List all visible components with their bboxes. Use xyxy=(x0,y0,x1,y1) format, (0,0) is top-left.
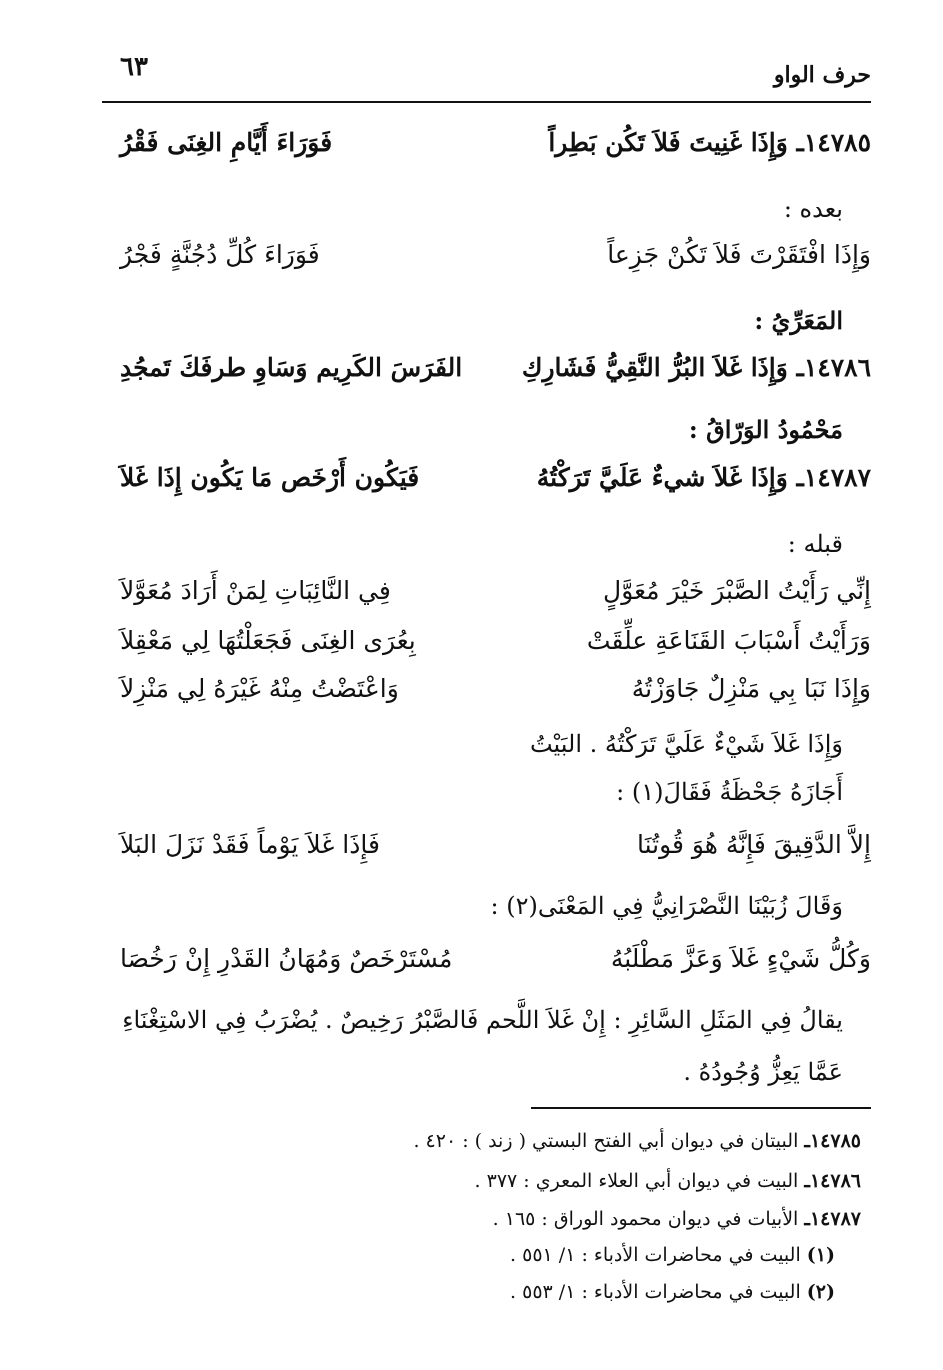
verse-second-hemistich: بِعُرَى الغِنَى فَجَعَلْتُهَا لِي مَعْقِلاَ xyxy=(120,626,416,655)
footnote-text: البيت في محاضرات الأدباء : ١/ ٥٥١ . xyxy=(510,1244,801,1266)
verse-second-hemistich: مُسْتَرْخَصٌ وَمُهَانُ القَدْرِ إِنْ رَخُصَا xyxy=(120,944,453,973)
footnote-number: ١٤٧٨٥ـ xyxy=(804,1130,861,1152)
verse-jahza xyxy=(120,830,871,880)
footnote-text: البيتان في ديوان أبي الفتح البستي ( زند ) : ٤٢٠ . xyxy=(413,1130,799,1152)
intro-label-before: قبله : xyxy=(787,530,843,558)
footnote-1 xyxy=(510,1244,835,1266)
footnote-2 xyxy=(510,1281,835,1303)
poet-name-maarri: المَعَرِّيُ : xyxy=(754,306,843,335)
verse-first-hemistich: ١٤٧٨٧ـ وَإِذَا غَلاَ شيءٌ عَلَيَّ تَرَكْتُهُ xyxy=(536,463,871,492)
verse-second-hemistich: الفَرَسَ الكَرِيم وَسَاوِ طرفَكَ تَمجُدِ xyxy=(120,353,463,382)
poet-name-warraq: مَحْمُودُ الوَرّاقُ : xyxy=(688,415,843,444)
verse-follow-up xyxy=(120,240,871,290)
footnote-text: البيت في محاضرات الأدباء : ١/ ٥٥٣ . xyxy=(510,1281,801,1303)
verse-first-hemistich: وَإِذَا نَبَا بِي مَنْزِلٌ جَاوَزْتُهُ xyxy=(631,674,871,703)
footnote-text: البيت في ديوان أبي العلاء المعري : ٣٧٧ . xyxy=(474,1170,799,1192)
footnote-number: ١٤٧٨٦ـ xyxy=(804,1170,861,1192)
verse-14785 xyxy=(120,128,871,178)
verse-second-hemistich: فَإِذَا غَلاَ يَوْماً فَقَدْ نَزَلَ البَلاَ xyxy=(120,830,380,859)
running-header-title: حرف الواو xyxy=(773,62,871,88)
verse-first-hemistich: ١٤٧٨٦ـ وَإِذَا غَلاَ البُرُّ النَّقِيُّ فَشَارِكِ xyxy=(521,353,871,382)
verse-before-3 xyxy=(120,674,871,724)
zubayna-intro: وَقَالَ زُبَيْنَا النَّصْرَانِيُّ فِي المَعْنَى(٢) : xyxy=(490,892,843,920)
verse-second-hemistich: فِي النَّائِبَاتِ لِمَنْ أَرَادَ مُعَوَّلاَ xyxy=(120,576,391,605)
verse-first-hemistich: ١٤٧٨٥ـ وَإِذَا غَنِيتَ فَلاَ تَكُن بَطِراً xyxy=(548,128,871,157)
footnote-number: (١) xyxy=(806,1244,835,1266)
verse-14786 xyxy=(120,353,871,403)
quoted-verse-line: وَإِذَا غَلاَ شَيْءٌ عَلَيَّ تَرَكْتُهُ . البَيْتُ xyxy=(529,730,843,758)
verse-second-hemistich: فَوَرَاءَ أَيَّامِ الغِنَى فَقْرُ xyxy=(120,128,333,157)
proverb-paragraph: يقالُ فِي المَثَلِ السَّائِرِ : إِنْ غَلاَ اللَّحم فَالصَّبْرُ رَخِيصٌ . يُضْرَبُ فِي الاسْتِغْنَاءِ عَمَّا يَعِزُّ وُجُودُهُ . xyxy=(122,1006,843,1086)
verse-second-hemistich: فَوَرَاءَ كُلِّ دُجُنَّةٍ فَجْرُ xyxy=(120,240,320,269)
page-number: ٦٣ xyxy=(120,52,148,82)
verse-second-hemistich: فَيَكُون أَرْخَص مَا يَكُون إِذَا غَلاَ xyxy=(120,463,420,492)
verse-before-2 xyxy=(120,626,871,676)
footnote-14786 xyxy=(475,1170,861,1192)
header-rule xyxy=(102,101,871,103)
footnote-number: (٢) xyxy=(806,1281,835,1303)
footnote-14787 xyxy=(493,1208,861,1230)
footnote-number: ١٤٧٨٧ـ xyxy=(804,1208,861,1230)
footnote-text: الأبيات في ديوان محمود الوراق : ١٦٥ . xyxy=(492,1208,799,1230)
verse-first-hemistich: إِنِّي رَأَيْتُ الصَّبْرَ خَيْرَ مُعَوَّلٍ xyxy=(603,576,871,605)
verse-before-1 xyxy=(120,576,871,626)
footnote-rule xyxy=(531,1107,871,1109)
verse-first-hemistich: إِلاَّ الدَّقِيقَ فَإِنَّهُ هُوَ قُوتُنَا xyxy=(636,830,871,859)
intro-label-after: بعده : xyxy=(783,195,843,223)
verse-second-hemistich: وَاعْتَضْتُ مِنْهُ غَيْرَهُ لِي مَنْزِلاَ xyxy=(120,674,399,703)
verse-zubayna xyxy=(120,944,871,994)
verse-first-hemistich: وَكُلُّ شَيْءٍ غَلاَ وَعَزَّ مَطْلَبُهُ xyxy=(610,944,871,973)
verse-first-hemistich: وَرَأَيْتُ أَسْبَابَ القَنَاعَةِ علِّقَتْ xyxy=(586,626,871,655)
jahza-intro: أَجَازَهُ جَحْظَةُ فَقَالَ(١) : xyxy=(616,778,843,806)
footnote-14785 xyxy=(413,1130,861,1152)
verse-14787 xyxy=(120,463,871,513)
verse-first-hemistich: وَإِذَا افْتَقَرْتَ فَلاَ تَكُنْ جَزِعاً xyxy=(607,240,871,269)
